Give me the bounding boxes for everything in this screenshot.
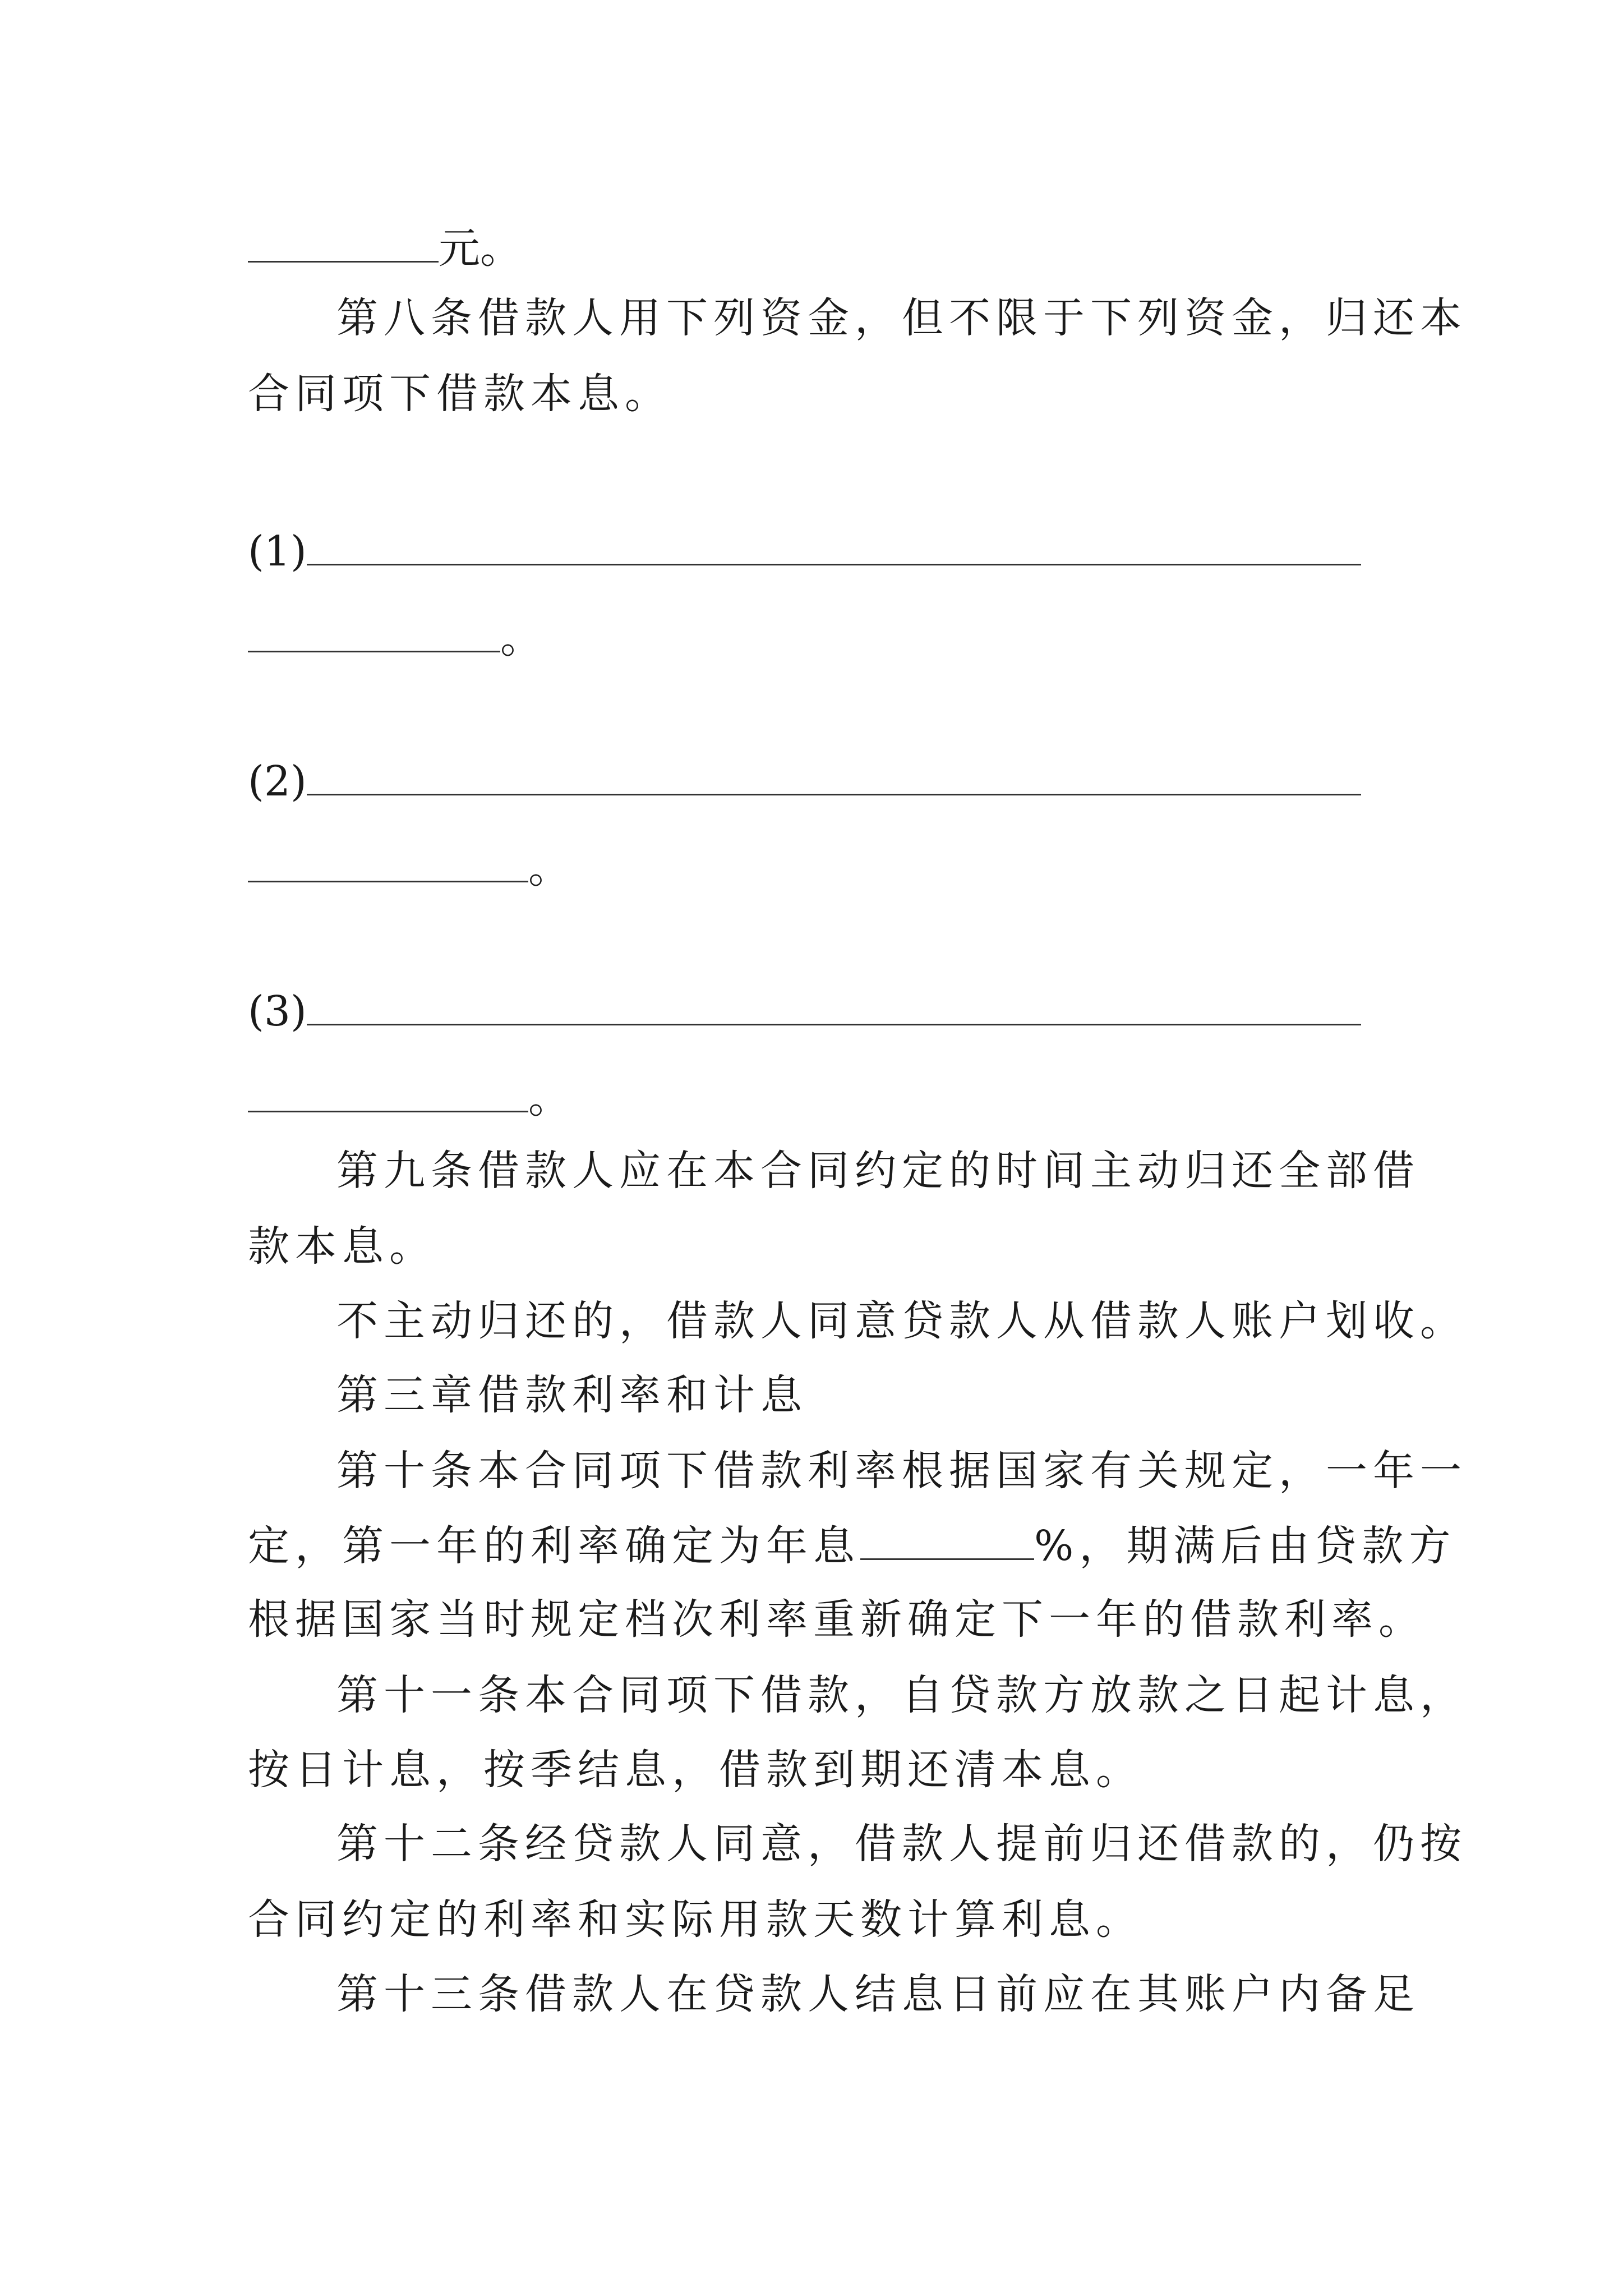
article-8-line-2: 合同项下借款本息。 bbox=[248, 370, 672, 418]
item-2-blank-2 bbox=[248, 847, 528, 882]
item-1-label: (1) bbox=[248, 527, 307, 576]
amount-blank bbox=[248, 227, 439, 263]
article-9-line-3: 不主动归还的，借款人同意贷款人从借款人账户划收。 bbox=[336, 1297, 1467, 1345]
item-1-blank-2 bbox=[248, 617, 500, 652]
item-2-line bbox=[248, 757, 1361, 806]
amount-line bbox=[248, 224, 522, 273]
item-1-continuation bbox=[248, 614, 542, 662]
interest-rate-blank bbox=[860, 1525, 1034, 1560]
item-2-continuation bbox=[248, 844, 570, 892]
item-2-blank bbox=[307, 760, 1361, 795]
article-10-line-2 bbox=[248, 1522, 1456, 1570]
article-12-line-2: 合同约定的利率和实际用款天数计算利息。 bbox=[248, 1895, 1143, 1944]
article-11-line-2: 按日计息，按季结息，借款到期还清本息。 bbox=[248, 1746, 1143, 1794]
item-3-label: (3) bbox=[248, 987, 307, 1036]
article-11-line-1: 第十一条本合同项下借款，自贷款方放款之日起计息， bbox=[336, 1671, 1467, 1719]
item-3-period: 。 bbox=[528, 1074, 570, 1122]
article-10-line-3: 根据国家当时规定档次利率重新确定下一年的借款利率。 bbox=[248, 1595, 1426, 1644]
article-10-line-1: 第十条本合同项下借款利率根据国家有关规定，一年一 bbox=[336, 1447, 1467, 1495]
item-2-label: (2) bbox=[248, 757, 307, 806]
article-10-line-2-suffix: %，期满后由贷款方 bbox=[1034, 1522, 1456, 1570]
article-9-line-2: 款本息。 bbox=[248, 1222, 436, 1271]
item-3-blank-2 bbox=[248, 1077, 528, 1112]
item-1-period: 。 bbox=[500, 614, 542, 662]
amount-suffix: 元。 bbox=[439, 224, 522, 273]
article-9-line-1: 第九条借款人应在本合同约定的时间主动归还全部借 bbox=[336, 1147, 1420, 1195]
item-1-blank bbox=[307, 530, 1361, 565]
item-3-blank bbox=[307, 990, 1361, 1025]
chapter-3-heading: 第三章借款利率和计息 bbox=[336, 1371, 808, 1419]
item-3-continuation bbox=[248, 1074, 570, 1122]
article-8-line-1: 第八条借款人用下列资金，但不限于下列资金，归还本 bbox=[336, 294, 1467, 342]
article-12-line-1: 第十二条经贷款人同意，借款人提前归还借款的，仍按 bbox=[336, 1820, 1467, 1868]
article-10-line-2-prefix: 定，第一年的利率确定为年息 bbox=[248, 1522, 860, 1570]
item-1-line bbox=[248, 527, 1361, 576]
item-2-period: 。 bbox=[528, 844, 570, 892]
item-3-line bbox=[248, 987, 1361, 1036]
article-13-line-1: 第十三条借款人在贷款人结息日前应在其账户内备足 bbox=[336, 1970, 1420, 2018]
